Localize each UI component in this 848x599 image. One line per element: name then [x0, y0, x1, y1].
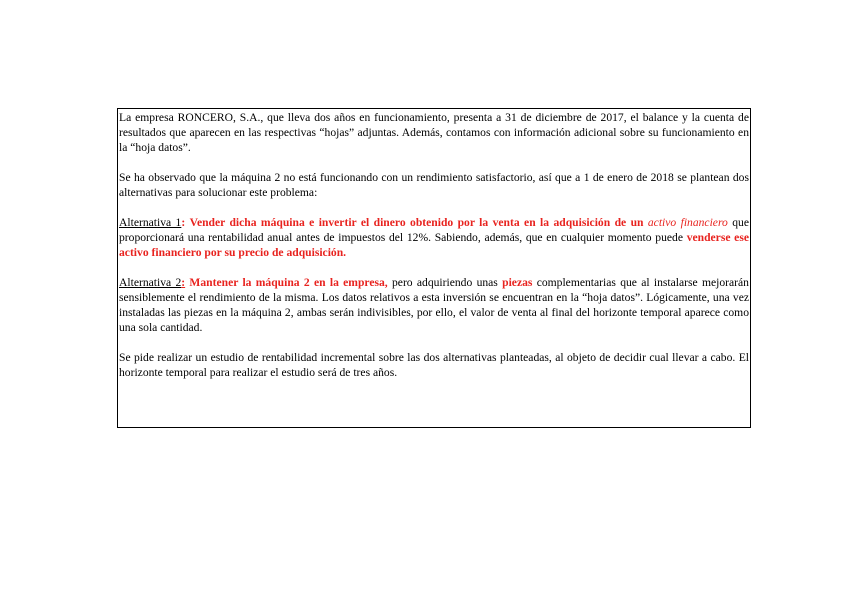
task-paragraph: Se pide realizar un estudio de rentabilidad incremental sobre las dos alternativas planteadas, al objeto de decidir cual llevar a cabo. El horizonte temporal para realizar el estudio será de tres años. [119, 351, 749, 379]
alternative-1-label: Alternativa 1 [119, 216, 182, 229]
alternative-1-colon: : [181, 216, 186, 229]
alternative-1-paragraph [119, 215, 749, 260]
alternative-1-highlight-end: venderse ese activo financiero por su precio de adquisición. [119, 231, 749, 259]
alternative-2-highlight: Mantener la máquina 2 en la empresa, [189, 276, 388, 289]
alternative-2-colon: : [181, 276, 186, 289]
alternative-2-paragraph [119, 275, 749, 335]
alternative-2-text-b: complementarias que al instalarse mejorarán sensiblemente el rendimiento de la misma. Los datos relativos a esta inversión se encuentran en la “hoja datos”. Lógicamente, una vez instaladas las piezas en la máquina 2, ambas serán indivisibles, por ello, el valor de venta al final del horizonte temporal aparece como una sola cantidad. [119, 276, 749, 334]
alternative-2-label: Alternativa 2 [119, 276, 182, 289]
alternative-1-italic-term: activo financiero [647, 216, 728, 229]
problem-paragraph: Se ha observado que la máquina 2 no está funcionando con un rendimiento satisfactorio, así que a 1 de enero de 2018 se plantean dos alternativas para solucionar este problema: [119, 171, 749, 199]
statement-text-box [117, 108, 751, 428]
alternative-1-highlight: Vender dicha máquina e invertir el dinero obtenido por la venta en la adquisición de un [189, 216, 644, 229]
alternative-2-highlight-word: piezas [502, 276, 533, 289]
intro-paragraph: La empresa RONCERO, S.A., que lleva dos años en funcionamiento, presenta a 31 de diciembre de 2017, el balance y la cuenta de resultados que aparecen en las respectivas “hojas” adjuntas. Además, contamos con información adicional sobre su funcionamiento en la “hoja datos”. [119, 111, 749, 154]
alternative-1-text: que proporcionará una rentabilidad anual antes de impuestos del 12%. Sabiendo, además, que en cualquier momento puede [119, 216, 749, 244]
alternative-2-text-a: pero adquiriendo unas [392, 276, 498, 289]
